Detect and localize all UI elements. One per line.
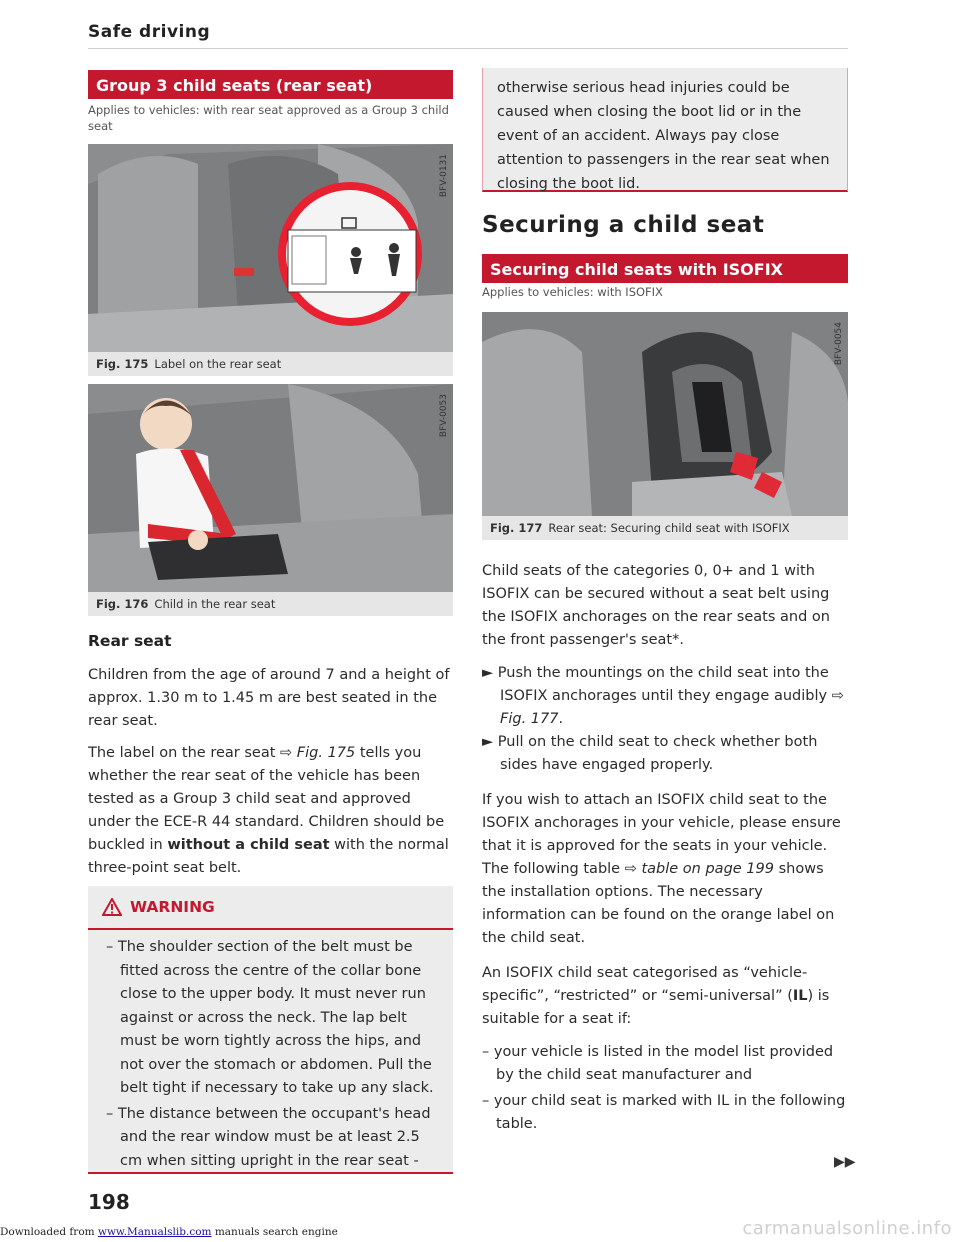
figure-176-caption bbox=[88, 592, 453, 616]
warning-continued-box bbox=[482, 68, 848, 192]
figure-175 bbox=[88, 144, 453, 352]
applies-note: Applies to vehicles: with rear seat approved as a Group 3 child seat bbox=[88, 103, 449, 133]
figure-177-caption bbox=[482, 516, 848, 540]
para-text: An ISOFIX child seat categorised as “vehicle-specific”, “restricted” or “semi-universal” ( bbox=[482, 965, 808, 1004]
site-watermark: carmanualsonline.info bbox=[742, 1218, 952, 1239]
figure-code: BFV-0131 bbox=[439, 154, 449, 198]
rear-seat-paragraph: Children from the age of around 7 and a height of approx. 1.30 m to 1.45 m are best seated in the rear seat. bbox=[88, 667, 450, 729]
page-number: 198 bbox=[88, 1190, 130, 1214]
figure-caption-text: Child in the rear seat bbox=[154, 597, 276, 611]
figure-code: BFV-0053 bbox=[439, 394, 449, 438]
emphasis-text: without a child seat bbox=[167, 837, 330, 853]
warning-header bbox=[88, 886, 453, 930]
para-text: The label on the rear seat bbox=[88, 745, 281, 761]
instruction-item: ► Pull on the child seat to check whether both sides have engaged properly. bbox=[482, 734, 818, 773]
condition-item: – your child seat is marked with IL in the following table. bbox=[482, 1093, 846, 1132]
figure-caption-text: Label on the rear seat bbox=[154, 357, 282, 371]
fig-177-link[interactable]: ⇨ Fig. 177 bbox=[500, 688, 844, 727]
figure-number: Fig. 177 bbox=[490, 521, 543, 535]
isofix-heading: Securing child seats with ISOFIX bbox=[482, 254, 848, 283]
figure-175-caption bbox=[88, 352, 453, 376]
isofix-paragraph: Child seats of the categories 0, 0+ and 1 with ISOFIX can be secured without a seat belt using the ISOFIX anchorages on the rear seats and on the front passenger's seat*. bbox=[482, 563, 830, 648]
warning-item: – The shoulder section of the belt must be fitted across the centre of the collar bone close to the upper body. It must never run against or across the neck. The lap belt must be worn tightly across the hips, and not over the stomach or abdomen. Pull the belt tight if necessary to take up any slack. bbox=[106, 939, 434, 1096]
para-text: shows the installation options. The necessary information can be found on the orange label on the child seat. bbox=[482, 861, 835, 946]
rear-seat-label-image bbox=[88, 144, 453, 352]
label-paragraph bbox=[88, 742, 453, 880]
para-text: If you wish to attach an ISOFIX child seat to the ISOFIX anchorages in your vehicle, please ensure that it is approved for the seats in your vehicle. The following table bbox=[482, 792, 841, 877]
section-title: Safe driving bbox=[88, 22, 211, 42]
emphasis-text: IL bbox=[792, 988, 808, 1004]
table-page-199-link[interactable]: ⇨ table on page 199 bbox=[624, 861, 774, 877]
group3-heading: Group 3 child seats (rear seat) bbox=[88, 70, 453, 99]
figure-code: BFV-0054 bbox=[834, 322, 844, 366]
approval-paragraph bbox=[482, 789, 848, 950]
top-rule bbox=[88, 48, 848, 49]
instruction-text: ► Push the mountings on the child seat into the ISOFIX anchorages until they engage audibly bbox=[482, 665, 832, 704]
warning-item: – The distance between the occupant's head and the rear window must be at least 2.5 cm when sitting upright in the rear seat - bbox=[106, 1105, 431, 1169]
applies-note: Applies to vehicles: with ISOFIX bbox=[482, 285, 663, 299]
isofix-seat-image bbox=[482, 312, 848, 516]
condition-list bbox=[482, 1041, 848, 1136]
warning-triangle-icon bbox=[102, 898, 122, 916]
instruction-item bbox=[482, 662, 848, 731]
manualslib-link[interactable]: www.Manualslib.com bbox=[97, 1226, 212, 1238]
fig-175-link[interactable]: ⇨ Fig. 175 bbox=[280, 745, 356, 761]
para-text: ) is suitable for a seat if: bbox=[482, 988, 830, 1027]
right-body bbox=[482, 560, 848, 1139]
figure-176 bbox=[88, 384, 453, 592]
securing-heading: Securing a child seat bbox=[482, 212, 765, 238]
instruction-list bbox=[482, 662, 848, 777]
rear-seat-heading: Rear seat bbox=[88, 632, 172, 650]
figure-177 bbox=[482, 312, 848, 516]
child-rear-seat-image bbox=[88, 384, 453, 592]
figure-number: Fig. 175 bbox=[96, 357, 149, 371]
footer-prefix: Downloaded from bbox=[0, 1226, 98, 1238]
il-paragraph bbox=[482, 962, 848, 1031]
warning-title: WARNING bbox=[130, 898, 215, 916]
warning-box bbox=[88, 886, 453, 1174]
para-text: tells you whether the rear seat of the vehicle has been tested as a Group 3 child seat and approved under the ECE-R 44 standard. Children should be buckled in bbox=[88, 745, 445, 853]
figure-number: Fig. 176 bbox=[96, 597, 149, 611]
download-footer bbox=[0, 1226, 338, 1238]
condition-item: – your vehicle is listed in the model list provided by the child seat manufacturer and bbox=[482, 1044, 834, 1083]
figure-caption-text: Rear seat: Securing child seat with ISOFIX bbox=[548, 521, 790, 535]
warning-list bbox=[88, 930, 453, 1173]
footer-suffix: manuals search engine bbox=[211, 1226, 338, 1238]
para-text: with the normal three-point seat belt. bbox=[88, 837, 449, 876]
instruction-text: . bbox=[558, 711, 564, 727]
continue-arrow-icon: ▶▶ bbox=[834, 1154, 856, 1170]
warning-continued-text: otherwise serious head injuries could be caused when closing the boot lid or in the event of an accident. Always pay close attention to passengers in the rear seat when closing the boot lid. bbox=[497, 80, 830, 192]
left-body bbox=[88, 664, 453, 880]
